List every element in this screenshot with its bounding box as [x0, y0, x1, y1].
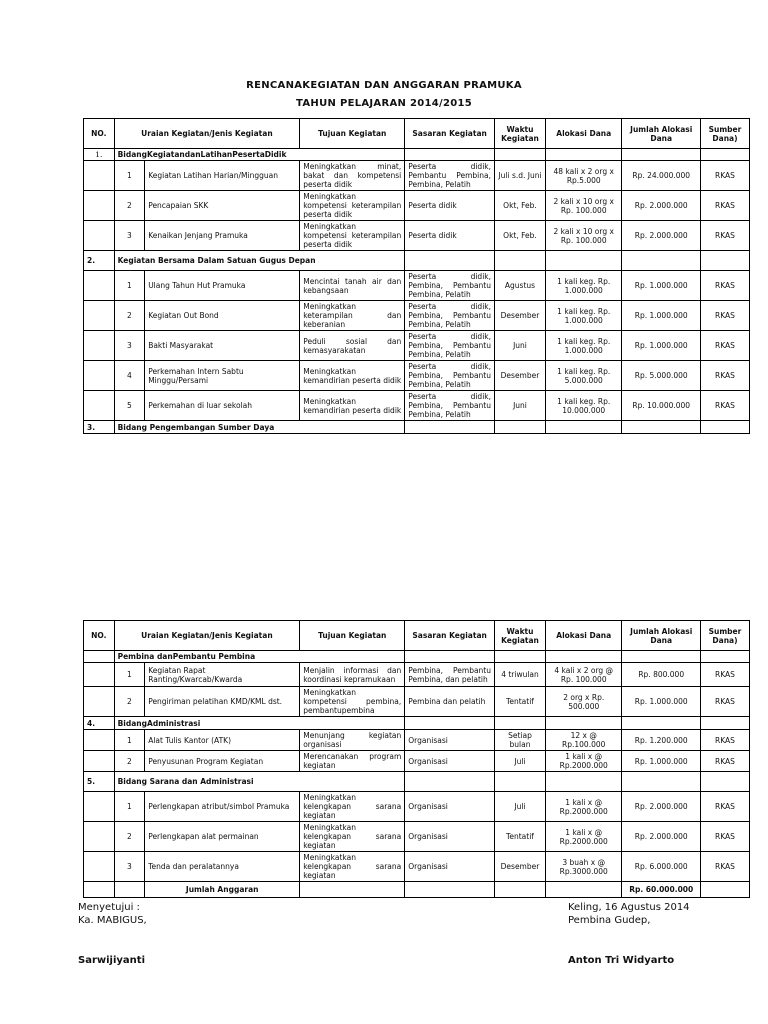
- fund-allocation: 48 kali x 2 org x Rp.5.000: [545, 161, 621, 191]
- fund-allocation: 12 x @ Rp.100.000: [545, 730, 621, 751]
- activity-time: Juli s.d. Juni: [495, 161, 546, 191]
- row-number: 2: [114, 751, 145, 772]
- table-row: [84, 822, 750, 852]
- activity-target: Peserta didik: [405, 191, 495, 221]
- table-row: [84, 221, 750, 251]
- activity-name: Tenda dan peralatannya: [145, 852, 300, 882]
- row-number: 3: [114, 221, 145, 251]
- row-number: 2: [114, 301, 145, 331]
- section-row: [84, 421, 750, 434]
- document-title: RENCANAKEGIATAN DAN ANGGARAN PRAMUKA: [246, 80, 522, 91]
- fund-allocation: 1 kali keg. Rp. 10.000.000: [545, 391, 621, 421]
- fund-source: RKAS: [700, 792, 749, 822]
- table-row: [84, 730, 750, 751]
- header-sasaran: Sasaran Kegiatan: [405, 119, 495, 149]
- row-blank-cell: [84, 391, 115, 421]
- activity-target: Peserta didik, Pembina, Pembantu Pembina, Pelatih: [405, 331, 495, 361]
- activity-target: Organisasi: [405, 792, 495, 822]
- activity-target: Peserta didik, Pembina, Pembantu Pembina, Pelatih: [405, 361, 495, 391]
- fund-source: RKAS: [700, 730, 749, 751]
- activity-goal: Menjalin informasi dan koordinasi kepramukaan: [300, 663, 405, 687]
- section-label: Bidang Pengembangan Sumber Daya: [114, 421, 405, 434]
- activity-time: Okt, Feb.: [495, 191, 546, 221]
- fund-source: RKAS: [700, 191, 749, 221]
- approver-name: Sarwijiyanti: [78, 955, 145, 966]
- activity-goal: Meningkatkan kelengkapan sarana kegiatan: [300, 852, 405, 882]
- activity-name: Kegiatan Latihan Harian/Mingguan: [145, 161, 300, 191]
- activity-time: Desember: [495, 361, 546, 391]
- document-subtitle: TAHUN PELAJARAN 2014/2015: [296, 98, 472, 109]
- fund-allocation: 1 kali keg. Rp. 5.000.000: [545, 361, 621, 391]
- activity-time: 4 triwulan: [495, 663, 546, 687]
- table-row: [84, 663, 750, 687]
- row-blank-cell: [84, 191, 115, 221]
- fund-total: Rp. 2.000.000: [622, 191, 701, 221]
- activity-goal: Meningkatkan kompetensi keterampilan peserta didik: [300, 221, 405, 251]
- fund-allocation: 2 kali x 10 org x Rp. 100.000: [545, 221, 621, 251]
- place-date: Keling, 16 Agustus 2014: [568, 902, 690, 913]
- row-number: 1: [114, 161, 145, 191]
- activity-name: Penyusunan Program Kegiatan: [145, 751, 300, 772]
- activity-goal: Meningkatkan minat, bakat dan kompetensi peserta didik: [300, 161, 405, 191]
- header-no: NO.: [84, 119, 115, 149]
- row-blank-cell: [84, 221, 115, 251]
- row-number: 3: [114, 331, 145, 361]
- fund-source: RKAS: [700, 331, 749, 361]
- row-number: 3: [114, 852, 145, 882]
- row-number: 1: [114, 730, 145, 751]
- fund-total: Rp. 1.000.000: [622, 271, 701, 301]
- table-header-row: [84, 621, 750, 651]
- header-tujuan: Tujuan Kegiatan: [300, 621, 405, 651]
- activity-name: Perlengkapan atribut/simbol Pramuka: [145, 792, 300, 822]
- total-value: Rp. 60.000.000: [622, 882, 701, 898]
- activity-time: Tentatif: [495, 687, 546, 717]
- row-blank-cell: [84, 271, 115, 301]
- section-row: [84, 717, 750, 730]
- table-row: [84, 191, 750, 221]
- fund-source: RKAS: [700, 852, 749, 882]
- fund-source: RKAS: [700, 663, 749, 687]
- activity-goal: Meningkatkan kompetensi keterampilan peserta didik: [300, 191, 405, 221]
- row-blank-cell: [84, 751, 115, 772]
- budget-table-1: [83, 118, 750, 434]
- activity-target: Pembina, Pembantu Pembina, dan pelatih: [405, 663, 495, 687]
- approval-block: [78, 901, 147, 967]
- section-number: 2.: [84, 251, 115, 271]
- table-row: [84, 271, 750, 301]
- activity-time: Juli: [495, 751, 546, 772]
- fund-total: Rp. 6.000.000: [622, 852, 701, 882]
- section-number: 1.: [84, 149, 115, 161]
- row-number: 1: [114, 271, 145, 301]
- row-blank-cell: [84, 687, 115, 717]
- activity-name: Ulang Tahun Hut Pramuka: [145, 271, 300, 301]
- total-label: Jumlah Anggaran: [145, 882, 300, 898]
- header-sumber: Sumber Dana): [700, 621, 749, 651]
- fund-total: Rp. 1.000.000: [622, 751, 701, 772]
- activity-name: Pencapaian SKK: [145, 191, 300, 221]
- activity-goal: Merencanakan program kegiatan: [300, 751, 405, 772]
- approval-label: Menyetujui :: [78, 902, 140, 913]
- header-jumlah: Jumlah Alokasi Dana: [622, 119, 701, 149]
- activity-target: Organisasi: [405, 730, 495, 751]
- activity-goal: Peduli sosial dan kemasyarakatan: [300, 331, 405, 361]
- section-number: 3.: [84, 421, 115, 434]
- row-number: 1: [114, 663, 145, 687]
- activity-time: Desember: [495, 301, 546, 331]
- activity-time: Agustus: [495, 271, 546, 301]
- fund-allocation: 1 kali keg. Rp. 1.000.000: [545, 331, 621, 361]
- activity-name: Perkemahan Intern Sabtu Minggu/Persami: [145, 361, 300, 391]
- activity-time: Juni: [495, 331, 546, 361]
- activity-goal: Menunjang kegiatan organisasi: [300, 730, 405, 751]
- activity-goal: Meningkatkan kemandirian peserta didik: [300, 361, 405, 391]
- section-label: BidangAdministrasi: [114, 717, 405, 730]
- activity-target: Peserta didik: [405, 221, 495, 251]
- fund-source: RKAS: [700, 822, 749, 852]
- header-waktu: Waktu Kegiatan: [495, 119, 546, 149]
- activity-goal: Meningkatkan kemandirian peserta didik: [300, 391, 405, 421]
- table-row: [84, 792, 750, 822]
- fund-total: Rp. 2.000.000: [622, 792, 701, 822]
- signer-block: [568, 901, 690, 967]
- row-blank-cell: [84, 822, 115, 852]
- fund-source: RKAS: [700, 301, 749, 331]
- fund-total: Rp. 2.000.000: [622, 221, 701, 251]
- header-alokasi: Alokasi Dana: [545, 119, 621, 149]
- row-number: 5: [114, 391, 145, 421]
- fund-source: RKAS: [700, 361, 749, 391]
- row-blank-cell: [84, 730, 115, 751]
- activity-goal: Meningkatkan kompetensi pembina, pembantupembina: [300, 687, 405, 717]
- fund-source: RKAS: [700, 221, 749, 251]
- activity-name: Pengiriman pelatihan KMD/KML dst.: [145, 687, 300, 717]
- fund-source: RKAS: [700, 161, 749, 191]
- table-row: [84, 391, 750, 421]
- table-row: [84, 361, 750, 391]
- activity-name: Kegiatan Rapat Ranting/Kwarcab/Kwarda: [145, 663, 300, 687]
- fund-total: Rp. 2.000.000: [622, 822, 701, 852]
- total-row: [84, 882, 750, 898]
- activity-name: Perlengkapan alat permainan: [145, 822, 300, 852]
- section-label: BidangKegiatandanLatihanPesertaDidik: [114, 149, 405, 161]
- signer-title: Pembina Gudep,: [568, 915, 651, 926]
- row-number: 2: [114, 687, 145, 717]
- fund-total: Rp. 1.000.000: [622, 301, 701, 331]
- fund-source: RKAS: [700, 751, 749, 772]
- activity-name: Kenaikan Jenjang Pramuka: [145, 221, 300, 251]
- table-row: [84, 331, 750, 361]
- header-waktu: Waktu Kegiatan: [495, 621, 546, 651]
- row-blank-cell: [84, 361, 115, 391]
- activity-target: Peserta didik, Pembina, Pembantu Pembina, Pelatih: [405, 301, 495, 331]
- fund-allocation: 1 kali x @ Rp.2000.000: [545, 751, 621, 772]
- fund-allocation: 2 org x Rp. 500.000: [545, 687, 621, 717]
- activity-goal: Meningkatkan kelengkapan sarana kegiatan: [300, 822, 405, 852]
- fund-total: Rp. 5.000.000: [622, 361, 701, 391]
- activity-name: Bakti Masyarakat: [145, 331, 300, 361]
- row-blank-cell: [84, 161, 115, 191]
- table-row: [84, 687, 750, 717]
- header-uraian: Uraian Kegiatan/Jenis Kegiatan: [114, 119, 300, 149]
- header-sumber: Sumber Dana): [700, 119, 749, 149]
- row-number: 2: [114, 191, 145, 221]
- fund-allocation: 4 kali x 2 org @ Rp. 100.000: [545, 663, 621, 687]
- row-number: 1: [114, 792, 145, 822]
- header-alokasi: Alokasi Dana: [545, 621, 621, 651]
- activity-time: Tentatif: [495, 822, 546, 852]
- section-row: [84, 651, 750, 663]
- row-blank-cell: [84, 301, 115, 331]
- section-row: [84, 772, 750, 792]
- fund-source: RKAS: [700, 271, 749, 301]
- table-row: [84, 751, 750, 772]
- fund-total: Rp. 24.000.000: [622, 161, 701, 191]
- fund-total: Rp. 1.200.000: [622, 730, 701, 751]
- table-row: [84, 852, 750, 882]
- fund-source: RKAS: [700, 687, 749, 717]
- fund-total: Rp. 1.000.000: [622, 331, 701, 361]
- section-row: [84, 251, 750, 271]
- activity-target: Peserta didik, Pembina, Pembantu Pembina, Pelatih: [405, 391, 495, 421]
- fund-total: Rp. 800.000: [622, 663, 701, 687]
- activity-time: Okt, Feb.: [495, 221, 546, 251]
- fund-source: RKAS: [700, 391, 749, 421]
- table-row: [84, 161, 750, 191]
- activity-goal: Mencintai tanah air dan kebangsaan: [300, 271, 405, 301]
- activity-target: Pembina dan pelatih: [405, 687, 495, 717]
- section-label: Bidang Sarana dan Administrasi: [114, 772, 405, 792]
- fund-allocation: 1 kali x @ Rp.2000.000: [545, 822, 621, 852]
- fund-allocation: 1 kali keg. Rp. 1.000.000: [545, 301, 621, 331]
- section-number: 5.: [84, 772, 115, 792]
- fund-allocation: 2 kali x 10 org x Rp. 100.000: [545, 191, 621, 221]
- row-number: 4: [114, 361, 145, 391]
- activity-target: Organisasi: [405, 822, 495, 852]
- activity-name: Perkemahan di luar sekolah: [145, 391, 300, 421]
- budget-table-2: [83, 620, 750, 898]
- header-sasaran: Sasaran Kegiatan: [405, 621, 495, 651]
- fund-total: Rp. 1.000.000: [622, 687, 701, 717]
- approver-title: Ka. MABIGUS,: [78, 915, 147, 926]
- header-jumlah: Jumlah Alokasi Dana: [622, 621, 701, 651]
- activity-goal: Meningkatkan kelengkapan sarana kegiatan: [300, 792, 405, 822]
- row-blank-cell: [84, 852, 115, 882]
- signer-name: Anton Tri Widyarto: [568, 955, 675, 966]
- activity-time: Juni: [495, 391, 546, 421]
- header-tujuan: Tujuan Kegiatan: [300, 119, 405, 149]
- section-row: [84, 149, 750, 161]
- activity-goal: Meningkatkan keterampilan dan keberanian: [300, 301, 405, 331]
- header-uraian: Uraian Kegiatan/Jenis Kegiatan: [114, 621, 300, 651]
- section-label: Pembina danPembantu Pembina: [114, 651, 405, 663]
- fund-allocation: 3 buah x @ Rp.3000.000: [545, 852, 621, 882]
- activity-target: Peserta didik, Pembantu Pembina, Pembina, Pelatih: [405, 161, 495, 191]
- row-blank-cell: [84, 331, 115, 361]
- activity-name: Kegiatan Out Bond: [145, 301, 300, 331]
- activity-time: Juli: [495, 792, 546, 822]
- activity-time: Desember: [495, 852, 546, 882]
- activity-target: Peserta didik, Pembina, Pembantu Pembina, Pelatih: [405, 271, 495, 301]
- activity-target: Organisasi: [405, 751, 495, 772]
- fund-allocation: 1 kali x @ Rp.2000.000: [545, 792, 621, 822]
- activity-target: Organisasi: [405, 852, 495, 882]
- row-number: 2: [114, 822, 145, 852]
- section-label: Kegiatan Bersama Dalam Satuan Gugus Depan: [114, 251, 405, 271]
- table-header-row: [84, 119, 750, 149]
- section-number: 4.: [84, 717, 115, 730]
- row-blank-cell: [84, 663, 115, 687]
- row-blank-cell: [84, 792, 115, 822]
- fund-allocation: 1 kali keg. Rp. 1.000.000: [545, 271, 621, 301]
- fund-total: Rp. 10.000.000: [622, 391, 701, 421]
- table-row: [84, 301, 750, 331]
- activity-time: Setiap bulan: [495, 730, 546, 751]
- header-no: NO.: [84, 621, 115, 651]
- activity-name: Alat Tulis Kantor (ATK): [145, 730, 300, 751]
